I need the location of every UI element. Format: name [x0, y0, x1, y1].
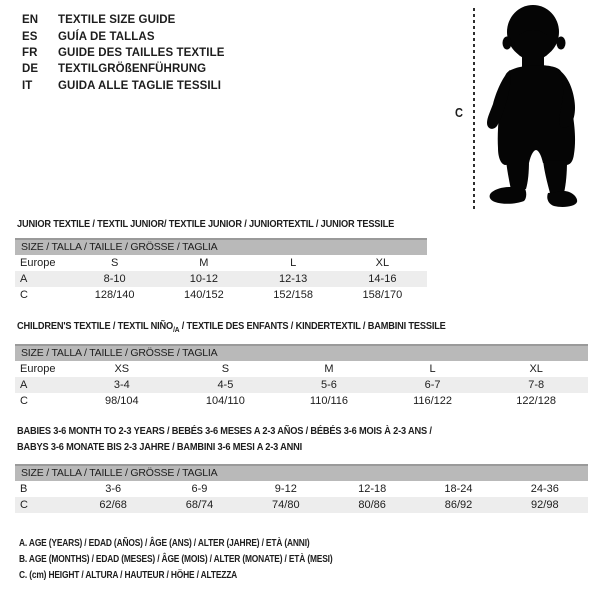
- lang-row-es: [22, 28, 225, 44]
- babies-table-title: [17, 424, 432, 455]
- table-cell: 86/92: [444, 499, 473, 511]
- lang-row-fr: [22, 45, 225, 61]
- junior-size-header-bar: SIZE / TALLA / TAILLE / GRÖSSE / TAGLIA: [15, 238, 427, 255]
- babies-height-row: [15, 497, 588, 513]
- lang-code: FR: [22, 46, 38, 59]
- table-cell: 6-9: [191, 483, 208, 495]
- table-cell: 110/116: [309, 395, 349, 407]
- junior-height-row: [15, 287, 427, 303]
- lang-code: EN: [22, 14, 39, 27]
- table-cell: 5-6: [321, 379, 337, 391]
- footnote-age-months: B. AGE (MONTHS) / EDAD (MESES) / ÂGE (MOIS) / ALTER (MONATE) / ETÀ (MESI): [19, 554, 333, 566]
- children-size-header-bar: SIZE / TALLA / TAILLE / GRÖSSE / TAGLIA: [15, 344, 588, 361]
- row-label: A: [20, 379, 28, 391]
- lang-title: GUIDE DES TAILLES TEXTILE: [58, 46, 225, 59]
- height-dashed-line: [473, 8, 475, 210]
- table-cell: 6-7: [424, 379, 441, 391]
- children-table-title: [17, 319, 446, 338]
- table-cell: S: [221, 363, 230, 375]
- children-age-row: [15, 377, 588, 393]
- lang-title: TEXTILE SIZE GUIDE: [58, 14, 176, 27]
- legend-footnotes: [19, 536, 392, 585]
- table-cell: XL: [529, 363, 543, 375]
- table-cell: S: [110, 257, 119, 269]
- children-size-table: [15, 344, 588, 409]
- lang-code: IT: [22, 79, 33, 92]
- lang-row-it: [22, 78, 225, 94]
- table-cell: 3-6: [105, 483, 122, 495]
- language-header: [22, 12, 225, 94]
- footnote-height: C. (cm) HEIGHT / ALTURA / HAUTEUR / HÖHE / ALTEZZA: [19, 570, 238, 582]
- table-cell: 12-18: [358, 483, 387, 495]
- babies-title-line2: BABYS 3-6 MONATE BIS 2-3 JAHRE / BAMBINI 3-6 MESI A 2-3 ANNI: [17, 440, 302, 453]
- children-title-post: / TEXTILE DES ENFANTS / KINDERTEXTIL / BAMBINI TESSILE: [179, 320, 446, 332]
- junior-age-row: [15, 271, 427, 287]
- table-cell: 92/98: [531, 499, 559, 511]
- babies-size-header-bar: SIZE / TALLA / TAILLE / GRÖSSE / TAGLIA: [15, 464, 588, 481]
- table-cell: 152/158: [273, 289, 313, 301]
- lang-code: ES: [22, 30, 38, 43]
- children-title-sub: /A: [173, 325, 180, 335]
- table-cell: 10-12: [189, 273, 218, 285]
- table-cell: 116/122: [413, 395, 453, 407]
- table-cell: 158/170: [362, 289, 403, 301]
- babies-months-row: [15, 481, 588, 497]
- lang-title: TEXTILGRÖßENFÜHRUNG: [58, 63, 207, 76]
- table-cell: 98/104: [104, 395, 139, 407]
- table-cell: M: [199, 257, 209, 269]
- table-cell: 80/86: [358, 499, 386, 511]
- lang-code: DE: [22, 63, 39, 76]
- row-label: A: [20, 273, 28, 285]
- row-label: Europe: [20, 257, 56, 269]
- table-cell: 7-8: [528, 379, 545, 391]
- lang-row-en: [22, 12, 225, 28]
- table-cell: 14-16: [368, 273, 397, 285]
- table-cell: 68/74: [185, 499, 214, 511]
- table-cell: 140/152: [183, 289, 224, 301]
- table-cell: M: [324, 363, 334, 375]
- lang-title: GUÍA DE TALLAS: [58, 30, 155, 43]
- toddler-silhouette-icon: [486, 2, 597, 207]
- children-region-row: [15, 361, 588, 377]
- table-cell: 74/80: [272, 499, 300, 511]
- height-measure-label: C: [455, 105, 463, 120]
- row-label: B: [20, 483, 28, 495]
- babies-title-line1: BABIES 3-6 MONTH TO 2-3 YEARS / BEBÉS 3-6 MESES A 2-3 AÑOS / BÉBÉS 3-6 MOIS À 2-3 ANS /: [17, 425, 432, 437]
- table-cell: 9-12: [274, 483, 297, 495]
- table-cell: XS: [114, 363, 130, 375]
- table-cell: L: [429, 363, 436, 375]
- junior-size-table: [15, 238, 427, 303]
- table-cell: L: [290, 257, 297, 269]
- table-cell: 18-24: [444, 483, 473, 495]
- table-cell: 104/110: [205, 395, 245, 407]
- row-label: C: [20, 395, 28, 407]
- lang-row-de: [22, 61, 225, 77]
- table-cell: 122/128: [516, 395, 557, 407]
- table-cell: 3-4: [113, 379, 130, 391]
- row-label: Europe: [20, 363, 56, 375]
- children-title-pre: CHILDREN'S TEXTILE / TEXTIL NIÑO: [17, 320, 174, 332]
- children-height-row: [15, 393, 588, 409]
- table-cell: 128/140: [94, 289, 135, 301]
- table-cell: 12-13: [279, 273, 308, 285]
- table-cell: 4-5: [217, 379, 234, 391]
- row-label: C: [20, 499, 28, 511]
- table-cell: XL: [375, 257, 390, 269]
- table-cell: 24-36: [530, 483, 559, 495]
- lang-title: GUIDA ALLE TAGLIE TESSILI: [58, 79, 222, 92]
- table-cell: 62/68: [99, 499, 127, 511]
- junior-table-title: JUNIOR TEXTILE / TEXTIL JUNIOR/ TEXTILE JUNIOR / JUNIORTEXTIL / JUNIOR TESSILE: [17, 218, 395, 230]
- footnote-age-years: A. AGE (YEARS) / EDAD (AÑOS) / ÂGE (ANS) / ALTER (JAHRE) / ETÀ (ANNI): [19, 538, 310, 549]
- babies-size-table: [15, 464, 588, 513]
- junior-region-row: [15, 255, 427, 271]
- row-label: C: [20, 289, 28, 301]
- table-cell: 8-10: [103, 273, 126, 285]
